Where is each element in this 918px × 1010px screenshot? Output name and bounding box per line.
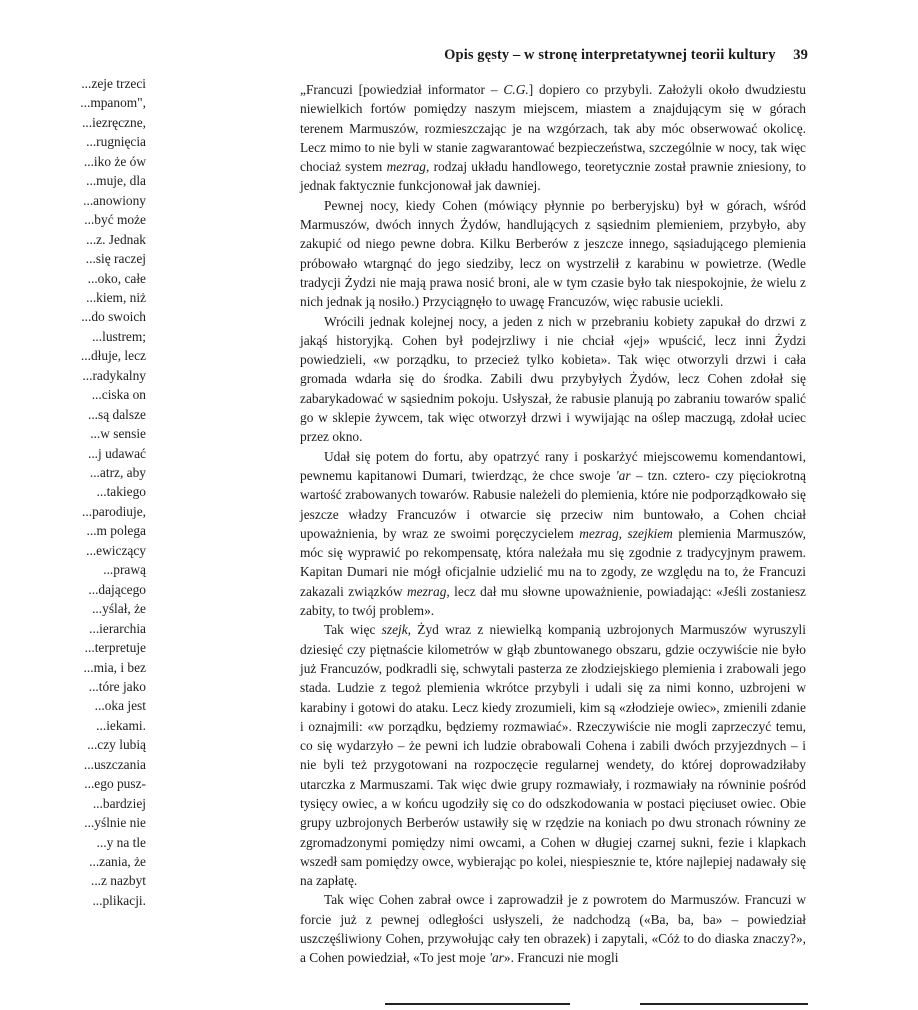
margin-fragment-line: ...takiego [96, 484, 146, 500]
margin-fragment-line: ...uszczania [83, 756, 146, 772]
margin-fragment-line: ...anowiony [83, 192, 146, 208]
text-run: lecz dał mu słowne upoważnienie, powiadając: «Jeśli zostaniesz zabity, to twój problem». [300, 583, 806, 619]
margin-fragment-line: ...j udawać [87, 445, 146, 461]
body-paragraph [300, 80, 806, 196]
text-run: ] dopiero co przybyli. Założyli około dwudziestu niewielkich fortów pomiędzy naszym miejscem, miastem a znajdującym się w górach terenem Marmuszów, rozmieszczając je na wzgórzach, tak aby móc obserwować okolicę. Lecz mimo to nie byli w stanie zagwarantować bezpieczeństwa, szczególnie w nocy, tak więc chociaż system [300, 82, 806, 175]
margin-fragment-line: ...mia, i bez [83, 659, 146, 675]
text-run: „Francuzi [powiedział informator – [300, 82, 504, 97]
margin-fragment-line: ...czy lubią [87, 737, 146, 753]
text-run: Żyd wraz z niewielką kompanią uzbrojonych Marmuszów wyruszyli dziesięć czy piętnaście kilometrów w głąb zbuntowanego obszaru, gdzie oczywiście nie było już Francuzów, podkradli się, schwytali pasterza ze złodziejskiego plemienia i zrabowali jego stada. Ludzie z tegoż plemienia wkrótce przybyli i udali się za nimi konno, uzbrojeni w karabiny i gotowi do ataku. Lecz kiedy zrozumieli, kim są «złodzieje owiec», zmienili zdanie i oznajmili: «w porządku, będziemy rozmawiać». Rzeczywiście nie mogli zaprzeczyć temu, co się wydarzyło – że pewni ich ludzie obrabowali Cohena i zabili dwóch przyjezdnych – i nie byli też przygotowani na rozpoczęcie regularnej wendety, do której doprowadziłaby utarczka z Marmuszami. Tak więc dwie grupy rozmawiały, i rozmawiały na równinie pośród tysięcy owiec, a w końcu ugodziły się co do odszkodowania w postaci pięciuset owiec. Obie grupy uzbrojonych Berberów ustawiły się w rzędzie na koniach po dwu stronach równiny ze zgromadzonymi pomiędzy nimi owcami, a Cohen w długiej czarnej sukni, fezie i klapkach wszedł sam pomiędzy owce, wybierając po kolei, niespiesznie te, które najlepiej nadawały się na zapłatę. [300, 622, 806, 889]
margin-fragment-line: ...parodiuje, [82, 503, 146, 519]
margin-fragment-line: ...oka jest [94, 698, 146, 714]
italic-term: szejk, [381, 622, 412, 638]
margin-fragment-line: ...prawą [103, 562, 146, 578]
page-number: 39 [793, 47, 808, 63]
text-run: Tak więc Cohen zabrał owce i zaprowadził je z powrotem do Marmuszów. Francuzi w forcie już z pewnej odległości usłyszeli, że nadchodzą («Ba, ba, ba» – powiedział uszczęśliwiony Cohen, przywołując cały ten obrazek) i zapytali, «Cóż to do diaska znaczy?», a Cohen powiedział, «To jest moje [300, 892, 806, 966]
body-paragraph [300, 196, 806, 312]
margin-fragment-line: ...rugnięcia [86, 134, 146, 150]
margin-fragment-line: ...yślnie nie [84, 815, 146, 831]
text-run: – tzn. cztero- czy pięciokrotną wartość zrabowanych towarów. Rabusie należeli do plemienia, które nie podporządkowało się jeszcze władzy Francuzów i otwarcie się przeciw nim buntowało, a Cohen chciał upoważnienia, by wraz ze swoimi poręczycielem [300, 467, 806, 541]
margin-fragment-line: ...m polega [86, 523, 146, 539]
margin-fragment-line: ...bardziej [92, 795, 146, 811]
margin-fragment-line: ...plikacji. [92, 892, 146, 908]
footer-rule-left [385, 1003, 570, 1005]
margin-fragment-line: ...zeje trzeci [81, 76, 146, 91]
italic-term: mezrag, szejkiem [579, 525, 673, 541]
italic-term: 'ar [615, 467, 631, 483]
body-paragraph [300, 447, 806, 621]
margin-fragment-line: ...atrz, aby [89, 465, 146, 480]
body-paragraph [300, 890, 806, 967]
margin-fragment-line: ...w sensie [90, 426, 146, 442]
margin-fragment-line: ...do swoich [81, 309, 146, 325]
text-run: ». Francuzi nie mogli [503, 950, 619, 966]
margin-fragment-line: ...dłuje, lecz [80, 348, 146, 364]
text-run: Udał się potem do fortu, aby opatrzyć rany i poskarżyć miejscowemu komendantowi, pewnemu kapitanowi Dumari, twierdząc, że chce swoje [300, 448, 806, 483]
text-run: Tak więc [324, 622, 382, 638]
margin-fragment-line: ...iko że ów [83, 153, 146, 169]
running-header [444, 47, 808, 64]
margin-fragment-line: ...ego pusz- [84, 776, 146, 792]
margin-fragment-line: ...się raczej [85, 251, 146, 267]
margin-fragment-line: ...muje, dla [86, 173, 146, 189]
margin-fragment-line: ...z nazbyt [90, 873, 146, 889]
margin-fragment-line: ...radykalny [82, 367, 146, 383]
margin-fragment-line: ...iezręczne, [82, 114, 146, 130]
body-paragraph [300, 620, 806, 890]
margin-fragment-line: ...ewiczący [86, 542, 146, 558]
italic-term: 'ar [489, 950, 504, 966]
margin-fragment-line: ...zania, że [89, 854, 146, 869]
margin-fragment-line: ...terpretuje [84, 640, 146, 656]
running-title: Opis gęsty – w stronę interpretatywnej teorii kultury [444, 47, 776, 63]
margin-fragment-line: ...ierarchia [89, 620, 146, 636]
margin-fragment-line: ...są dalsze [87, 406, 146, 422]
text-run: plemienia Marmuszów, móc się wyprawić po rekompensatę, która należała mu się zgodnie z tradycyjnym prawem. Kapitan Dumari nie mógł oficjalnie udzielić mu na to zgody, ze względu na to, że Francuzi zakazali związków [300, 525, 806, 599]
margin-fragment-line: ...y na tle [96, 834, 146, 850]
margin-fragment-line: ...być może [84, 212, 146, 228]
body-paragraph [300, 312, 806, 447]
italic-term: C.G. [503, 82, 529, 97]
text-run: Wrócili jednak kolejnej nocy, a jeden z nich w przebraniu kobiety zapukał do drzwi z jakąś historyjką. Cohen był podejrzliwy i nie chciał «jej» wpuścić, lecz inni Żydzi powiedzieli, «w porządku, to przecież tylko kobieta». Tak więc otworzyli drzwi i cała gromada wdarła się do środka. Zabili dwu przybyłych Żydów, lecz Cohen zdołał się zabarykadować w sąsiednim pokoju. Usłyszał, że rabusie planują po zabraniu towarów spalić go w sklepie żywcem, tak więc otworzył drzwi i wywijając na oślep maczugą, zdołał uciec przez okno. [300, 313, 806, 445]
margin-fragment-line: ...iekami. [96, 717, 146, 733]
margin-fragment-line: ...dającego [88, 581, 146, 597]
margin-fragment-line: ...kiem, niż [86, 289, 146, 305]
italic-term: mezrag, [406, 583, 450, 599]
margin-fragment-line: ...oko, całe [87, 270, 146, 286]
italic-term: mezrag, [386, 159, 430, 175]
margin-fragment-line: ...z. Jednak [86, 231, 146, 247]
text-run: rodzaj układu handlowego, teoretycznie został prawnie zniesiony, to jednak faktycznie funkcjonował jak dawniej. [300, 159, 806, 194]
body-text [300, 80, 806, 968]
margin-fragment-line: ...ciska on [91, 387, 146, 403]
text-run: Pewnej nocy, kiedy Cohen (mówiący płynnie po berberyjsku) był w górach, wśród Marmuszów, dwóch innych Żydów, handlujących z sąsiednim plemieniem, przybyło, aby zakupić od niego pewne dobra. Kilku Berberów z jeszcze innego, sąsiadującego plemienia próbowało wtargnąć do jego siedziby, lecz on wystrzelił z karabinu w powietrze. (Wedle tradycji Żydzi nie mają prawa nosić broni, ale w tym czasie było tak niespokojnie, że wielu z nich jednak ją nosiło.) Przyciągnęło to uwagę Francuzów, więc rabusie uciekli. [300, 197, 806, 310]
margin-fragment-line: ...tóre jako [88, 678, 146, 694]
footer-rule-right [640, 1003, 808, 1005]
margin-fragment-line: ...lustrem; [92, 328, 146, 344]
margin-fragment-line: ...mpanom", [80, 95, 146, 111]
margin-fragment-line: ...yślał, że [92, 601, 146, 617]
